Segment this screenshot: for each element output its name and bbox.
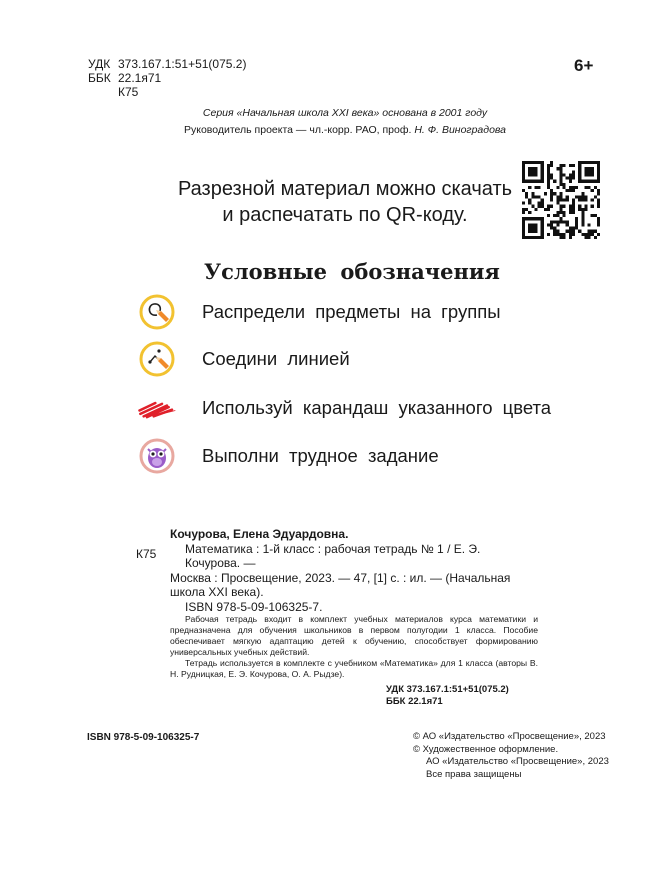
isbn-line: ISBN 978-5-09-106325-7.	[185, 599, 323, 614]
bbk-label: ББК	[88, 71, 111, 85]
udk-value: 373.167.1:51+51(075.2)	[118, 57, 247, 71]
copyright-line: © АО «Издательство «Просвещение», 2023	[413, 731, 606, 742]
qr-instructions	[150, 176, 540, 228]
project-lead	[0, 124, 650, 136]
bbk-value: 22.1я71	[118, 71, 162, 85]
project-lead-name: Н. Ф. Виноградова	[414, 124, 506, 136]
series-line: Серия «Начальная школа XXI века» основана в 2001 году	[202, 107, 488, 119]
publication-line: Москва : Просвещение, 2023. — 47, [1] с. : ил. — (Начальная школа XXI века).	[170, 570, 511, 599]
record-codes	[136, 684, 538, 708]
owl-icon	[137, 436, 177, 476]
qr-line-1: Разрезной материал можно скачать	[177, 178, 513, 200]
legend-title: Условные обозначения	[204, 259, 500, 284]
annotation-paragraph: Рабочая тетрадь входит в комплект учебных материалов курса математики и предназначена для обучения школьников в первом полугодии 1 класса. Пособие обеспечивает мягкую адаптацию детей к обучению, способствует формированию универсальных учебных действий.	[170, 614, 538, 657]
pencil-connect-icon	[137, 339, 177, 379]
project-lead-prefix: Руководитель проекта — чл.-корр. РАО, проф.	[184, 124, 412, 136]
legend-label: Выполни трудное задание	[202, 445, 439, 466]
legend-item	[137, 339, 350, 379]
annotation-paragraph: Тетрадь используется в комплекте с учебником «Математика» для 1 класса (авторы В. Н. Рудницкая, Е. Э. Кочурова, О. А. Рыдзе).	[170, 658, 538, 679]
red-pencil-scribble-icon	[137, 388, 177, 428]
legend-item	[137, 388, 551, 428]
legend-label: Используй карандаш указанного цвета	[202, 397, 552, 418]
bbk-code: ББК 22.1я71	[386, 696, 443, 707]
title-line: Математика : 1-й класс : рабочая тетрадь № 1 / Е. Э. Кочурова. —	[185, 541, 481, 570]
legend-item	[137, 436, 439, 476]
copyright-line: © Художественное оформление.	[413, 743, 559, 755]
classification-codes	[88, 57, 246, 99]
rights-line: Все права защищены	[426, 768, 522, 780]
legend-label: Распредели предметы на группы	[202, 301, 501, 322]
author-mark: К75	[118, 85, 139, 99]
udk-code: УДК 373.167.1:51+51(075.2)	[386, 684, 509, 695]
author-name: Кочурова, Елена Эдуардовна.	[170, 527, 349, 541]
legend-label: Соедини линией	[202, 348, 350, 369]
bibliographic-record	[136, 527, 538, 708]
footer-isbn: ISBN 978-5-09-106325-7	[87, 732, 200, 743]
legend-item	[137, 292, 501, 332]
pencil-loop-icon	[137, 292, 177, 332]
qr-code[interactable]	[522, 160, 600, 240]
udk-label: УДК	[88, 57, 111, 71]
copyright-line: АО «Издательство «Просвещение», 2023	[426, 756, 609, 767]
annotation	[136, 614, 538, 680]
copyright-block	[413, 731, 609, 781]
age-rating: 6+	[574, 56, 594, 75]
author-mark: К75	[136, 547, 157, 561]
qr-line-2: и распечатать по QR-коду.	[222, 204, 468, 226]
